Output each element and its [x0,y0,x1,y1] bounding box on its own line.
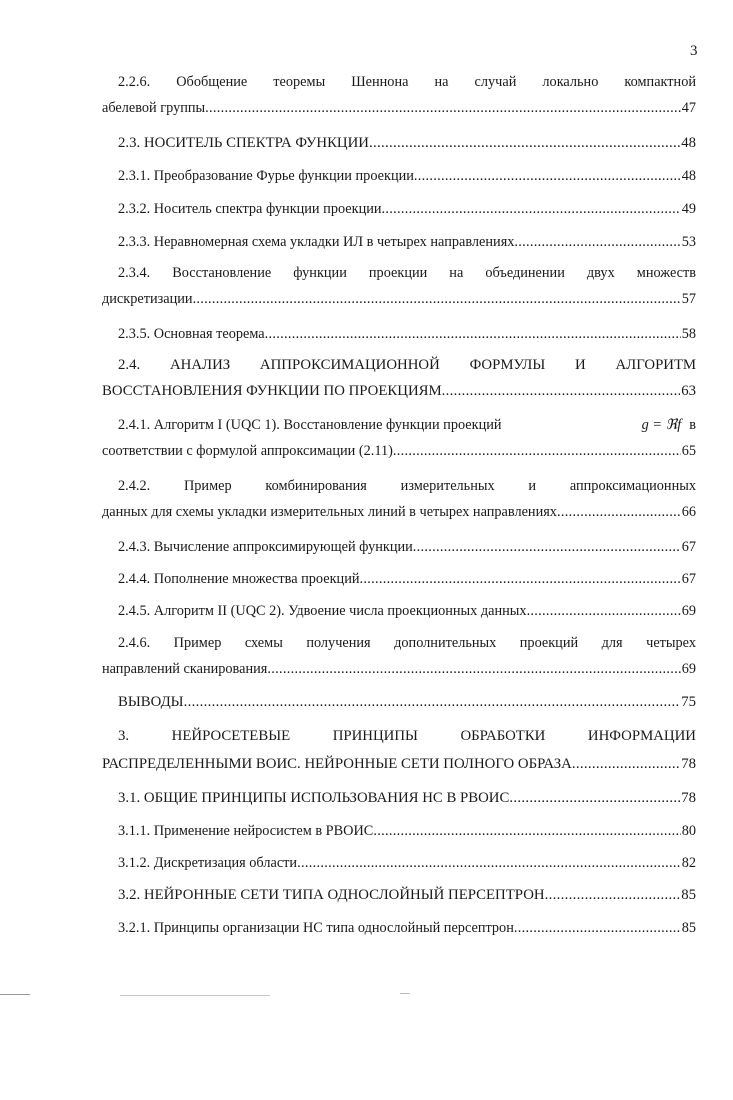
toc-entry [118,599,696,623]
toc-entry-title: соответствии с формулой аппроксимации (2.11) [102,443,393,459]
toc-entry [102,413,696,463]
toc-entry [118,786,696,810]
toc-entry-title: 3.2. НЕЙРОННЫЕ СЕТИ ТИПА ОДНОСЛОЙНЫЙ ПЕРСЕПТРОН [118,887,545,903]
toc-entry [118,690,696,714]
toc-leader-dots [545,883,681,907]
toc-entry-line [118,819,696,843]
toc-entry-line [118,413,696,437]
toc-entry-title: абелевой группы [102,100,206,116]
toc-entry-title: 2.4.4. Пополнение множества проекций [118,571,360,587]
toc-entry-title: 3.1.2. Дискретизация области [118,855,298,871]
toc-entry-line [118,786,696,810]
toc-entry-line [118,230,696,254]
toc-leader-dots [382,197,681,221]
toc-entry-title: 2.4.6. Пример схемы получения дополнительных проекций для четырех [118,635,696,651]
toc-entry-line [118,535,696,559]
toc-leader-dots [267,657,680,681]
toc-entry-page: 78 [681,790,696,806]
toc-leader-dots [514,916,681,940]
toc-entry [118,819,696,843]
formula: g = ℜf [641,417,682,433]
toc-entry-page: 66 [681,504,696,520]
toc-leader-dots [572,752,680,776]
toc-entry [102,353,696,403]
toc-entry-title: ВЫВОДЫ [118,694,184,710]
toc-entry-title: 2.3.4. Восстановление функции проекции на объединении двух множеств [118,265,696,281]
toc-leader-dots [442,379,681,403]
toc-entry [102,261,696,311]
toc-entry [118,567,696,591]
toc-entry-page: 48 [681,135,696,151]
toc-leader-dots [527,599,681,623]
toc-entry-title: 2.4.5. Алгоритм II (UQC 2). Удвоение числа проекционных данных [118,603,527,619]
toc-entry-title: 3. НЕЙРОСЕТЕВЫЕ ПРИНЦИПЫ ОБРАБОТКИ ИНФОРМАЦИИ [118,728,696,744]
toc-leader-dots [297,851,681,875]
toc-entry-title: 3.1.1. Применение нейросистем в РВОИС [118,823,374,839]
toc-entry-page: 53 [681,234,696,250]
toc-leader-dots [205,96,681,120]
toc-entry-page: 69 [681,661,696,677]
toc-entry-page: 57 [681,291,696,307]
toc-entry-page: 69 [681,603,696,619]
toc-entry-line [102,657,696,681]
toc-entry-line [102,96,696,120]
toc-entry-line [102,379,696,403]
toc-entry-line [118,131,696,155]
toc-leader-dots [373,819,680,843]
toc-entry [118,322,696,346]
toc-leader-dots [514,230,680,254]
toc-entry [118,916,696,940]
toc-entry-page: 67 [681,539,696,555]
scan-artifact [120,995,270,996]
toc-entry-page: 82 [681,855,696,871]
toc-entry-line [102,500,696,524]
toc-entry [118,535,696,559]
toc-leader-dots [413,535,681,559]
toc-entry-page: 78 [681,756,696,772]
toc-entry-page: 80 [681,823,696,839]
toc-entry-title: 2.4. АНАЛИЗ АППРОКСИМАЦИОННОЙ ФОРМУЛЫ И АЛГОРИТМ [118,357,696,373]
toc-entry-line [102,439,696,463]
toc-entry-line [118,164,696,188]
toc-entry-title: 2.2.6. Обобщение теоремы Шеннона на случай локально компактной [118,74,696,90]
toc-entry-title: 2.3.3. Неравномерная схема укладки ИЛ в четырех направлениях [118,234,515,250]
toc-entry-title: 2.4.2. Пример комбинирования измерительных и аппроксимационных [118,478,696,494]
toc-entry-title: дискретизации [102,291,193,307]
toc-entry-line [118,322,696,346]
toc-leader-dots [557,500,681,524]
toc-entry [102,70,696,120]
toc-leader-dots [509,786,680,810]
toc-leader-dots [193,287,681,311]
toc-entry [102,724,696,776]
toc-entry-page: 67 [681,571,696,587]
toc-entry-title: 2.4.1. Алгоритм I (UQC 1). Восстановление функции проекций [118,417,502,433]
toc-entry-page: 49 [681,201,696,217]
toc-leader-dots [265,322,681,346]
toc-entry [102,631,696,681]
scan-artifact [400,993,410,994]
toc-entry-page: 48 [681,168,696,184]
toc-entry-line [118,883,696,907]
toc-entry [118,883,696,907]
toc-leader-dots [414,164,681,188]
toc-entry-line [118,690,696,714]
toc-entry [118,131,696,155]
toc-entry-line [102,287,696,311]
toc-leader-dots [360,567,681,591]
toc-entry-page: 65 [681,443,696,459]
page-number: 3 [690,43,698,59]
toc-entry [102,474,696,524]
toc-entry-page: 58 [681,326,696,342]
toc-entry-title: 2.3.2. Носитель спектра функции проекции [118,201,382,217]
toc-entry-title: в [689,417,696,433]
toc-entry-title: 3.1. ОБЩИЕ ПРИНЦИПЫ ИСПОЛЬЗОВАНИЯ НС В РВОИС [118,790,510,806]
toc-entry-line [118,851,696,875]
toc-entry [118,230,696,254]
toc-entry-line [118,567,696,591]
toc-entry-line [102,752,696,776]
toc-entry-page: 47 [681,100,696,116]
toc-entry-title: 2.3.5. Основная теорема [118,326,265,342]
toc-entry-page: 63 [681,383,696,399]
toc-entry-title: ВОССТАНОВЛЕНИЯ ФУНКЦИИ ПО ПРОЕКЦИЯМ [102,383,442,399]
toc-entry-page: 85 [681,920,696,936]
toc-entry-title: направлений сканирования [102,661,268,677]
scan-artifact [0,994,30,995]
toc-entry-title: РАСПРЕДЕЛЕННЫМИ ВОИС. НЕЙРОННЫЕ СЕТИ ПОЛНОГО ОБРАЗА [102,756,572,772]
toc-entry-line [118,197,696,221]
toc-entry-title: данных для схемы укладки измерительных линий в четырех направлениях [102,504,557,520]
toc-entry-title: 3.2.1. Принципы организации НС типа однослойный персептрон [118,920,514,936]
toc-entry [118,164,696,188]
toc-entry-title: 2.3.1. Преобразование Фурье функции проекции [118,168,414,184]
toc-leader-dots [393,439,681,463]
toc-entry [118,197,696,221]
toc-leader-dots [369,131,680,155]
toc-entry [118,851,696,875]
toc-entry-page: 85 [681,887,696,903]
toc-entry-title: 2.4.3. Вычисление аппроксимирующей функции [118,539,413,555]
toc-entry-title: 2.3. НОСИТЕЛЬ СПЕКТРА ФУНКЦИИ [118,135,369,151]
toc-leader-dots [184,690,681,714]
toc-entry-page: 75 [681,694,696,710]
toc-entry-line [118,599,696,623]
toc-entry-line [118,916,696,940]
